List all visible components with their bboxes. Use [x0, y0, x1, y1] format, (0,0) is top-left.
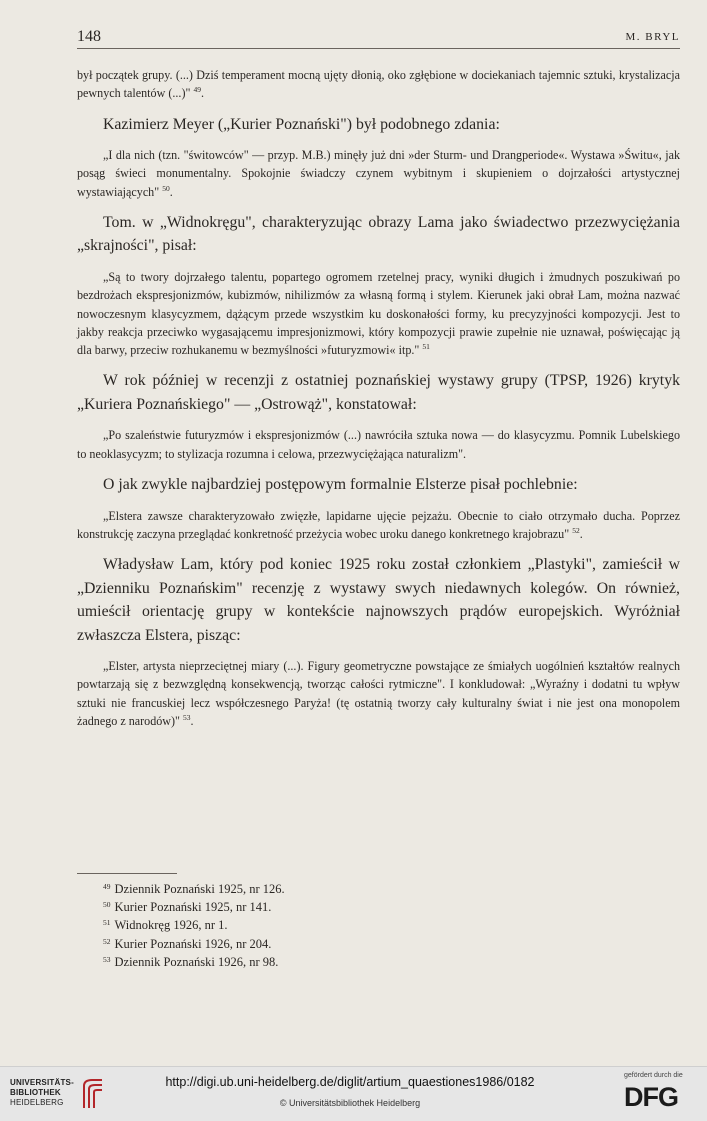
- running-head: M. BRYL: [625, 31, 680, 43]
- quote-meyer: „I dla nich (tzn. "świtowców" — przyp. M.B.) minęły już dni »der Sturm- und Drangperiode«. Wystawa »Świtu«, jak posąg świeci monumentalny. Spokojnie świadczy czynem wybitnym i skupieniem o dojrzałości artystycznej wystawiających" $^{50}$.: [77, 148, 680, 199]
- quote-ostrowaz: „Po szaleństwie futuryzmów i ekspresjonizmów (...) nawróciła sztuka nowa — do klasycyzmu. Pomnik Lubelskiego to neoklasycyzm; to stylizacja rozumna i celowa, przezwyciężająca naturalizm".: [77, 428, 680, 461]
- dfg-wordmark: DFG: [624, 1082, 678, 1112]
- paragraph-tpsp: W rok później w recenzji z ostatniej poznańskiej wystawy grupy (TPSP, 1926) krytyk „Kuriera Poznańskiego" — „Ostrowąż", konstatował:: [77, 372, 680, 413]
- viewer-footer: [0, 1066, 707, 1121]
- footnote: $^{49}$ Dziennik Poznański 1925, nr 126.: [103, 882, 285, 896]
- quote-lam: „Elster, artysta nieprzeciętnej miary (...). Figury geometryczne powstające ze śmiałych uogólnień kształtów realnych powtarzają się z bezwzględną konsekwencją, tworząc całości rytmiczne". I konkludował: „Wyraźny i dodatni tu wpływ sztuki nie francuskiej lecz współczesnego Paryża! (tę ostatnią tworzy cały kulturalny świat i nie jest ona monopolem żadnego z narodów)" $^{53}$.: [77, 659, 680, 729]
- quote-elster: „Elstera zawsze charakteryzowało zwięzłe, lapidarne ujęcie pejzażu. Obecnie to ciało otrzymało ducha. Poprzez konstrukcję zaczyna przeglądać konkretność przeżycia wobec uroku danego konkretnego krajobrazu" $^{52}$.: [77, 508, 680, 541]
- quote-continuation: był początek grupy. (...) Dziś temperament mocną ujęty dłonią, oko zgłębione w dociekaniach tajemnic sztuki, krystalizacja pewnych talentów (...)" $^{49}$.: [77, 68, 680, 101]
- library-mark-icon: [80, 1076, 106, 1110]
- paragraph-elster: O jak zwykle najbardziej postępowym formalnie Elsterze pisał pochlebnie:: [103, 476, 578, 494]
- note-ref-51: 51: [422, 342, 430, 352]
- note-ref-50: 50: [162, 183, 170, 193]
- quote-widnokrag: „Są to twory dojrzałego talentu, popartego ogromem rzetelnej pracy, wyniki długich i żmudnych poszukiwań po bezdrożach ekspresjonizmów, kubizmów, nihilizmów za własną formą i stylem. Kierunek jaki obrał Lam, można nazwać nowoczesnym klasycyzmem, dążącym przede wszystkim ku doskonałości formy, ku precyzyjności kompozycji. Jest to jakby reakcja przeciwko wygasającemu impresjonizmowi, który kompozycji prawie zupełnie nie uznawał, poświęcając ją dla barwy, przeciw rozhukanemu w bezmyślności »futuryzmowi« itp." $^{51}$: [77, 269, 680, 358]
- body-text: [77, 66, 680, 730]
- footnote: $^{52}$ Kurier Poznański 1926, nr 204.: [103, 936, 272, 951]
- footnote: $^{53}$ Dziennik Poznański 1926, nr 98.: [103, 954, 279, 969]
- note-ref-49: 49: [193, 85, 201, 95]
- dfg-logo[interactable]: [620, 1072, 700, 1118]
- paragraph-meyer: Kazimierz Meyer („Kurier Poznański") był podobnego zdania:: [103, 115, 500, 133]
- footnote: $^{51}$ Widnokręg 1926, nr 1.: [103, 918, 228, 933]
- copyright-notice: © Universitätsbibliothek Heidelberg: [279, 1098, 421, 1108]
- permalink-url[interactable]: http://digi.ub.uni-heidelberg.de/diglit/artium_quaestiones1986/0182: [165, 1075, 535, 1089]
- footnotes: [103, 880, 603, 971]
- university-library-logo[interactable]: UNIVERSITÄTS- BIBLIOTHEK HEIDELBERG: [10, 1078, 120, 1112]
- footnote: $^{50}$ Kurier Poznański 1925, nr 141.: [103, 900, 272, 915]
- paragraph-widnokrag: Tom. w „Widnokręgu", charakteryzując obrazy Lama jako świadectwo przezwyciężania „skrajności", pisał:: [77, 213, 680, 255]
- footnote-rule: [77, 873, 177, 874]
- page-number: 148: [77, 28, 101, 45]
- header-rule: [77, 48, 680, 49]
- note-ref-53: 53: [183, 713, 191, 723]
- dfg-caption: gefördert durch die: [624, 1072, 683, 1079]
- paragraph-lam: Władysław Lam, który pod koniec 1925 roku został członkiem „Plastyki", zamieścił w „Dzienniku Poznańskim" recenzję z wystawy swych niedawnych kolegów. On również, umieścił orientację grupy w kontekście najnowszych prądów europejskich. Wyróżniał zwłaszcza Elstera, pisząc:: [77, 556, 680, 644]
- note-ref-52: 52: [572, 525, 580, 535]
